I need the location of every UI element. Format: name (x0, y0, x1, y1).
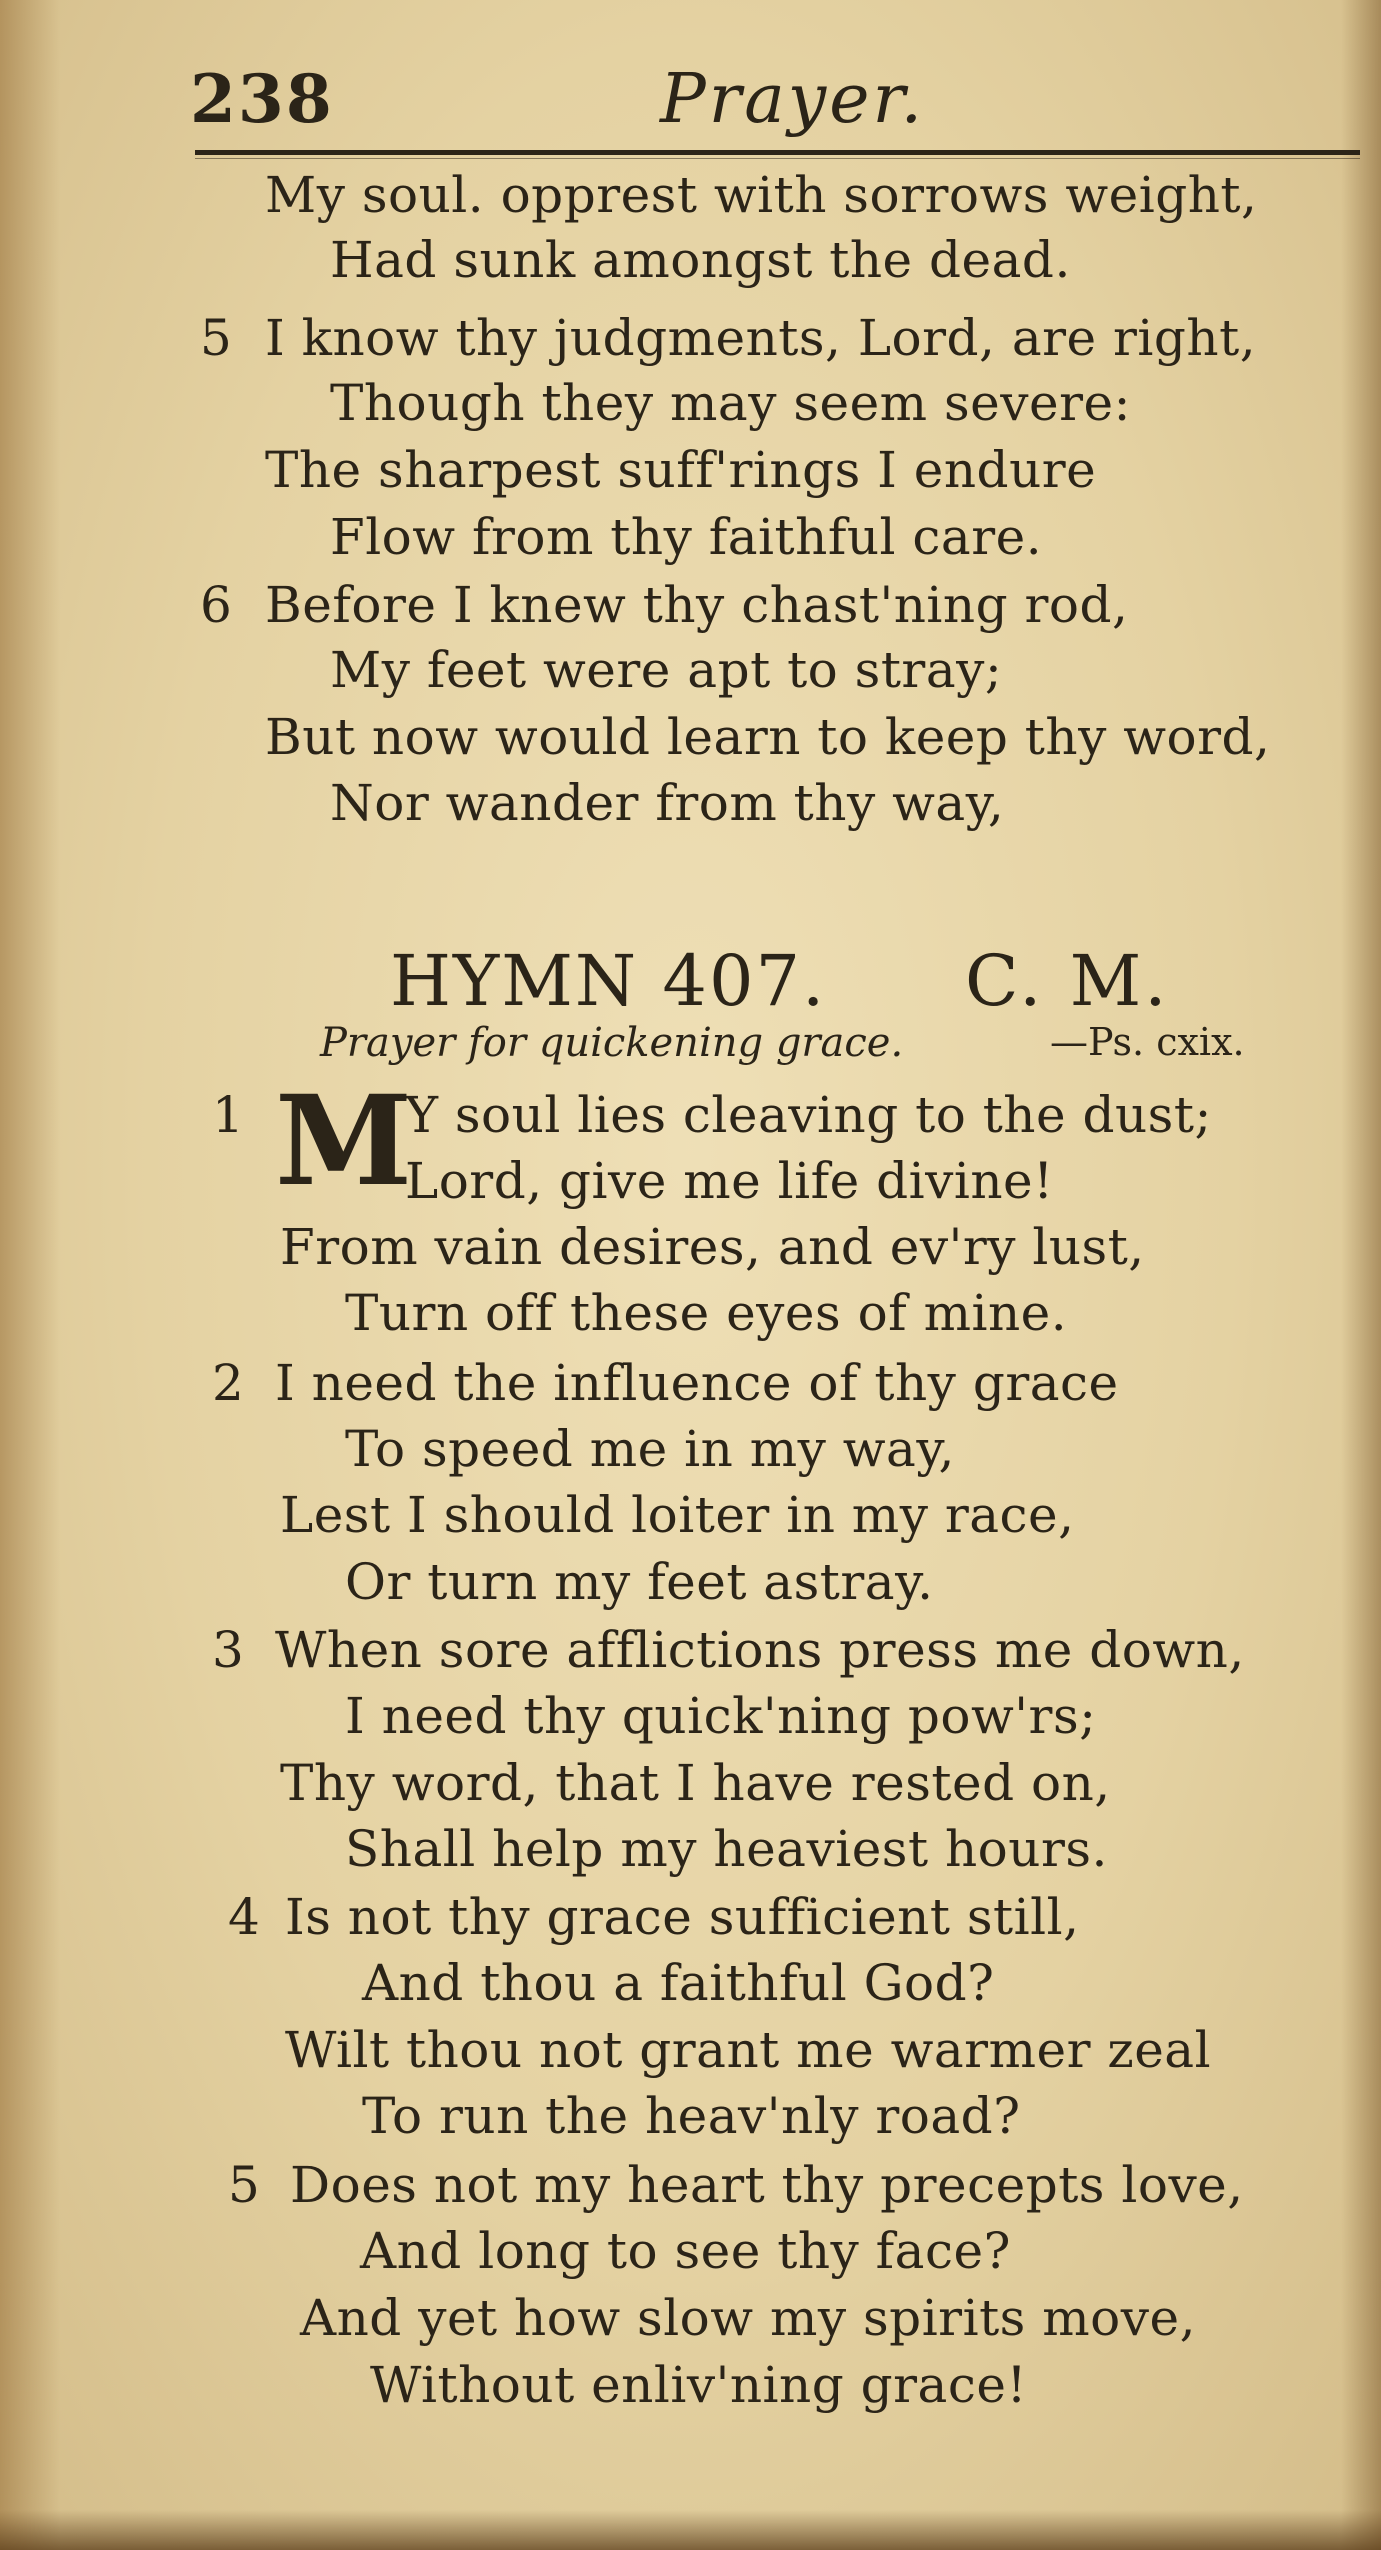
page-edge-left (0, 0, 60, 2550)
hymn-line-16: To run the heav'nly road? (362, 2087, 1021, 2145)
drop-cap: M (275, 1069, 413, 1214)
hymn-line-5: I need the influence of thy grace (275, 1354, 1119, 1412)
prev-line-10: Nor wander from thy way, (330, 774, 1005, 832)
hymn-meter: C. M. (965, 940, 1170, 1022)
running-title: Prayer. (660, 60, 926, 139)
hymn-line-10: I need thy quick'ning pow'rs; (345, 1687, 1097, 1745)
hymn-line-8: Or turn my feet astray. (345, 1553, 934, 1611)
header-rule-thin (195, 158, 1360, 159)
hymn-line-15: Wilt thou not grant me warmer zeal (285, 2021, 1212, 2079)
prev-line-4: Though they may seem severe: (330, 374, 1131, 432)
prev-line-6: Flow from thy faithful care. (330, 508, 1043, 566)
hymn-line-18: And long to see thy face? (360, 2222, 1011, 2280)
verse-number: 2 (212, 1354, 244, 1412)
hymn-line-17: Does not my heart thy precepts love, (290, 2156, 1244, 2214)
hymn-line-11: Thy word, that I have rested on, (280, 1754, 1111, 1812)
hymn-title: HYMN 407. (390, 940, 827, 1022)
verse-number: 5 (228, 2156, 260, 2214)
page-edge-right (1341, 0, 1381, 2550)
hymn-line-12: Shall help my heaviest hours. (345, 1820, 1108, 1878)
hymn-line-14: And thou a faithful God? (362, 1954, 995, 2012)
page-edge-bottom (0, 2510, 1381, 2550)
prev-verse-number: 5 (200, 309, 232, 367)
prev-line-9: But now would learn to keep thy word, (265, 708, 1271, 766)
hymn-subtitle: Prayer for quickening grace. (320, 1020, 904, 1066)
hymn-line-1: Y soul lies cleaving to the dust; (405, 1086, 1212, 1144)
hymn-scripture-reference: —Ps. cxix. (1050, 1020, 1245, 1064)
page-header (190, 60, 1350, 140)
verse-number: 4 (228, 1888, 260, 1946)
hymn-line-7: Lest I should loiter in my race, (280, 1486, 1075, 1544)
hymn-line-19: And yet how slow my spirits move, (300, 2289, 1196, 2347)
verse-number: 1 (212, 1086, 244, 1144)
hymn-line-6: To speed me in my way, (345, 1420, 955, 1478)
hymn-line-9: When sore afflictions press me down, (275, 1621, 1245, 1679)
hymn-line-4: Turn off these eyes of mine. (345, 1284, 1068, 1342)
prev-line-8: My feet were apt to stray; (330, 641, 1003, 699)
prev-line-1: My soul. opprest with sorrows weight, (265, 166, 1258, 224)
hymn-line-13: Is not thy grace sufficient still, (285, 1888, 1080, 1946)
prev-line-2: Had sunk amongst the dead. (330, 231, 1071, 289)
hymn-line-2: Lord, give me life divine! (405, 1152, 1054, 1210)
hymn-line-3: From vain desires, and ev'ry lust, (280, 1218, 1145, 1276)
prev-line-3: I know thy judgments, Lord, are right, (265, 309, 1257, 367)
prev-line-7: Before I knew thy chast'ning rod, (265, 576, 1129, 634)
header-rule (195, 150, 1360, 155)
verse-number: 3 (212, 1621, 244, 1679)
prev-line-5: The sharpest suff'rings I endure (265, 441, 1097, 499)
page-number: 238 (190, 60, 334, 138)
prev-verse-number: 6 (200, 576, 232, 634)
hymn-line-20: Without enliv'ning grace! (370, 2356, 1028, 2414)
